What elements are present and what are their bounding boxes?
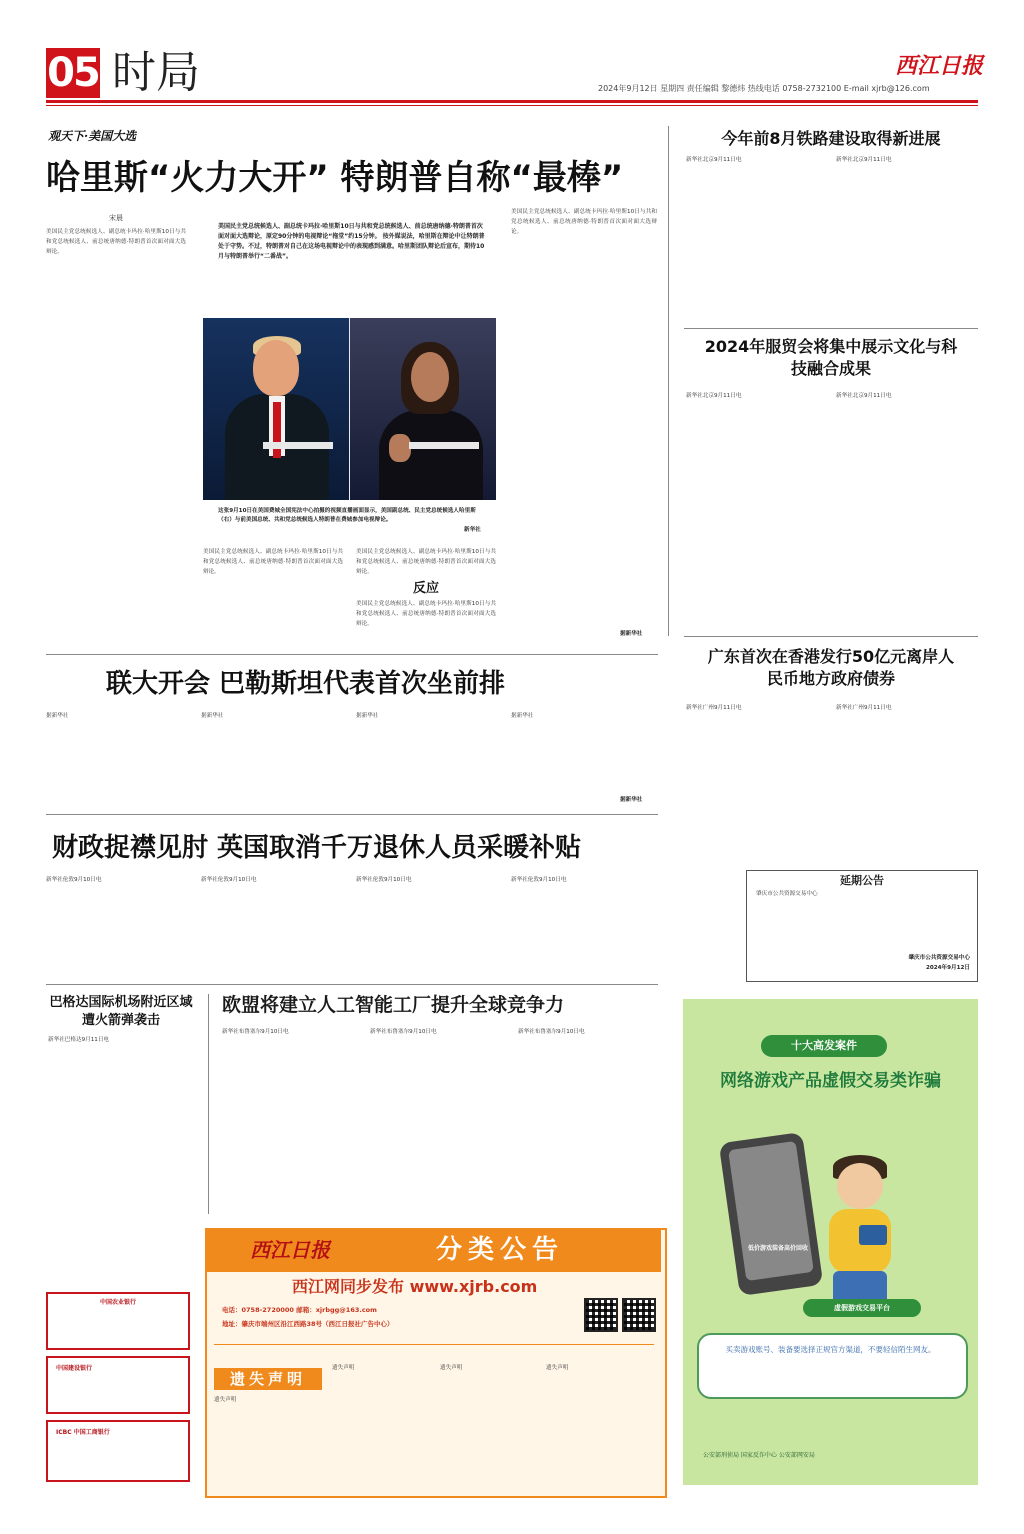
classified-rule (214, 1344, 654, 1345)
photo-credit: 新华社 (464, 527, 481, 533)
lead-kicker: 观天下·美国大选 (48, 129, 137, 143)
eu-ai-body-3: 新华社布鲁塞尔9月10日电 (518, 1029, 585, 1035)
section-rule (46, 654, 658, 655)
classified-phone: 电话：0758-2720000 邮箱：xjrbgg@163.com (222, 1306, 377, 1314)
uk-body-1: 新华社伦敦9月10日电 (46, 877, 102, 883)
un-body-1: 据新华社 (46, 713, 69, 719)
notice-body: 肇庆市公共资源交易中心 (756, 891, 818, 897)
masthead-rule-thin (46, 105, 978, 106)
un-credit: 据新华社 (620, 797, 643, 803)
lost-notice-band: 遗失声明 (214, 1368, 322, 1390)
lead-author: 宋晨 (109, 214, 123, 222)
lead-summary: 美国民主党总统候选人、副总统卡玛拉·哈里斯10日与共和党总统候选人、前总统唐纳德·特朗普首次面对面大选辩论，原定90分钟的电视辩论“拖堂”约15分钟。 按外媒说法，哈里斯在辩论中让特朗普处于守势。不过，特朗普对自己在这场电视辩论中的表现感到满意。哈里斯团队辩论后宣布，期待10月与特朗普举行“二番战”。 (218, 223, 485, 260)
baghdad-headline[interactable]: 巴格达国际机场附近区域遭火箭弹袭击 (49, 995, 193, 1028)
column-rule (668, 126, 669, 636)
masthead-info: 2024年9月12日 星期四 责任编辑 黎德炜 热线电话 0758-2732100 E-mail xjrb@126.com (598, 84, 930, 93)
column-rule-2 (208, 994, 209, 1214)
classified-col-3: 遗失声明 (440, 1365, 463, 1371)
rule-mid-2 (46, 984, 658, 985)
railway-body-1: 新华社北京9月11日电 (686, 157, 742, 163)
classified-title: 分类公告 (436, 1235, 565, 1265)
services-fair-body-1: 新华社北京9月11日电 (686, 393, 742, 399)
notice-date: 2024年9月12日 (925, 965, 970, 971)
newspaper-logo: 西江日报 (895, 53, 984, 79)
masthead-rule (46, 100, 978, 103)
lead-headline[interactable]: 哈里斯“火力大开” 特朗普自称“最棒” (46, 158, 624, 198)
eu-ai-body-1: 新华社布鲁塞尔9月10日电 (222, 1029, 289, 1035)
un-body-3: 据新华社 (356, 713, 379, 719)
rule-mid-1 (46, 814, 658, 815)
rule-right-1 (684, 328, 978, 329)
bonds-body-2: 新华社广州9月11日电 (836, 705, 892, 711)
classified-logo: 西江日报 (250, 1238, 330, 1262)
un-body-4: 据新华社 (511, 713, 534, 719)
lead-body-col4: 美国民主党总统候选人、副总统卡玛拉·哈里斯10日与共和党总统候选人、前总统唐纳德·特朗普首次面对面大选辩论。 (511, 209, 657, 235)
notice-title: 延期公告 (840, 874, 884, 887)
services-fair-body-2: 新华社北京9月11日电 (836, 393, 892, 399)
notice-issuer: 肇庆市公共资源交易中心 (908, 955, 970, 961)
eu-ai-headline[interactable]: 欧盟将建立人工智能工厂提升全球竞争力 (222, 994, 565, 1016)
ad-pill: 十大高发案件 (761, 1035, 887, 1057)
classified-col-4: 遗失声明 (546, 1365, 569, 1371)
uk-body-3: 新华社伦敦9月10日电 (356, 877, 412, 883)
bank-ad-2-title: 中国建设银行 (56, 1365, 93, 1372)
bonds-body-1: 新华社广州9月11日电 (686, 705, 742, 711)
anti-fraud-ad[interactable] (683, 999, 978, 1485)
photo-caption: 这张9月10日在美国费城全国宪法中心拍摄的视频直播画面显示，美国副总统、民主党总统候选人哈里斯（右）与前美国总统、共和党总统候选人特朗普在费城参加电视辩论。 (218, 508, 476, 523)
bonds-headline[interactable]: 广东首次在香港发行50亿元离岸人民币地方政府债券 (707, 647, 955, 688)
bank-ad-1-title: 中国农业银行 (99, 1299, 136, 1306)
qr-code-1[interactable] (584, 1298, 618, 1332)
uk-headline[interactable]: 财政捉襟见肘 英国取消千万退休人员采暖补贴 (52, 833, 582, 863)
un-body-2: 据新华社 (201, 713, 224, 719)
eu-ai-body-2: 新华社布鲁塞尔9月10日电 (370, 1029, 437, 1035)
qr-code-2[interactable] (622, 1298, 656, 1332)
phone-label: 低价游戏装备高价回收 (747, 1245, 808, 1252)
uk-body-4: 新华社伦敦9月10日电 (511, 877, 567, 883)
classified-col-1: 遗失声明 (214, 1397, 237, 1403)
rule-right-2 (684, 636, 978, 637)
railway-headline[interactable]: 今年前8月铁路建设取得新进展 (721, 129, 941, 148)
railway-body-2: 新华社北京9月11日电 (836, 157, 892, 163)
uk-body-2: 新华社伦敦9月10日电 (201, 877, 257, 883)
kid-head (837, 1163, 883, 1209)
un-headline[interactable]: 联大开会 巴勒斯坦代表首次坐前排 (106, 669, 506, 699)
bank-ad-3-title: ICBC 中国工商银行 (56, 1429, 110, 1436)
lead-body-col2: 美国民主党总统候选人、副总统卡玛拉·哈里斯10日与共和党总统候选人、前总统唐纳德·特朗普首次面对面大选辩论。 (203, 549, 343, 575)
baghdad-body: 新华社巴格达9月11日电 (48, 1037, 110, 1043)
services-fair-headline[interactable]: 2024年服贸会将集中展示文化与科技融合成果 (704, 337, 958, 378)
section-title: 时局 (112, 47, 200, 98)
lead-body-col3a: 美国民主党总统候选人、副总统卡玛拉·哈里斯10日与共和党总统候选人、前总统唐纳德·特朗普首次面对面大选辩论。 (356, 549, 496, 575)
ad-footer: 公安部刑侦局 国家反诈中心 公安部网安局 (703, 1452, 815, 1459)
tablet-icon (859, 1225, 887, 1245)
bank-ad-1[interactable] (46, 1292, 190, 1350)
lead-body-col1: 美国民主党总统候选人、副总统卡玛拉·哈里斯10日与共和党总统候选人、前总统唐纳德·特朗普首次面对面大选辩论。 (46, 229, 186, 255)
classified-subtitle[interactable]: 西江网同步发布 www.xjrb.com (292, 1277, 538, 1296)
page-number: 05 (47, 50, 99, 96)
classified-address: 地址：肇庆市端州区沿江西路38号（西江日报社广告中心） (222, 1320, 394, 1328)
lead-credit: 据新华社 (620, 631, 643, 637)
lead-body-col3b: 美国民主党总统候选人、副总统卡玛拉·哈里斯10日与共和党总统候选人、前总统唐纳德·特朗普首次面对面大选辩论。 (356, 601, 496, 627)
bank-ad-2[interactable] (46, 1356, 190, 1414)
bank-ad-3[interactable] (46, 1420, 190, 1482)
classified-col-2: 遗失声明 (332, 1365, 355, 1371)
debate-photo (203, 318, 496, 500)
ad-panel-text: 买卖游戏账号、装备要选择正规官方渠道，不要轻信陌生网友。 (725, 1345, 936, 1354)
ad-title: 网络游戏产品虚假交易类诈骗 (720, 1071, 941, 1091)
lead-subhead: 反应 (412, 581, 439, 596)
ad-cta: 虚假游戏交易平台 (803, 1299, 921, 1317)
